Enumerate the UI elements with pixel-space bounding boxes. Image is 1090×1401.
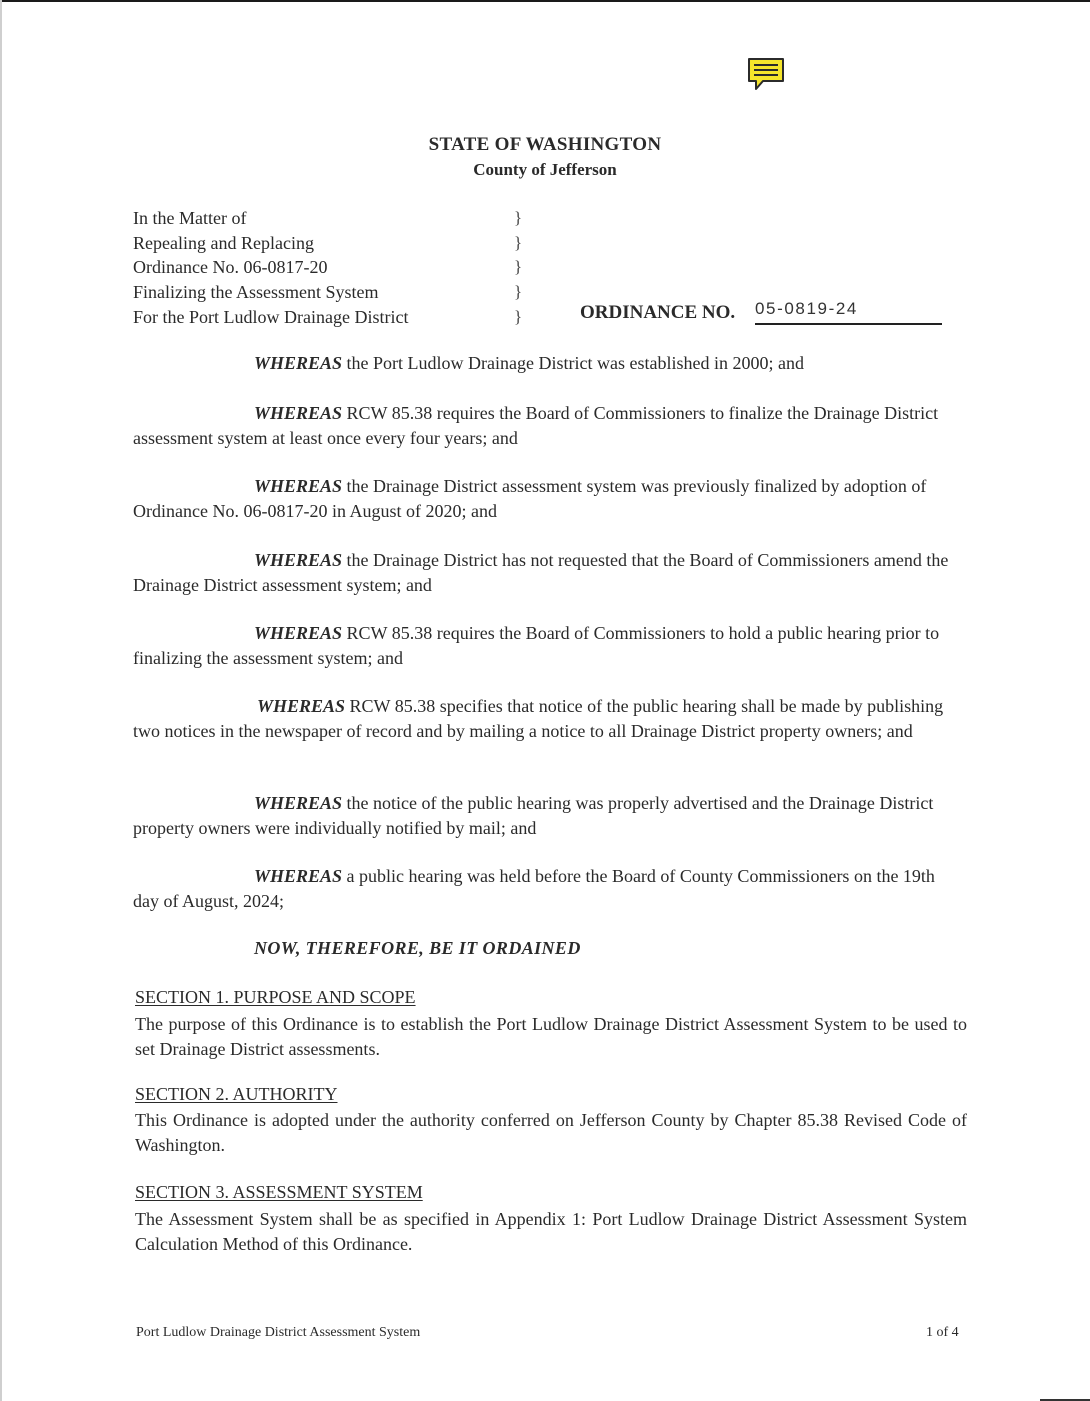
whereas-clause: [133, 694, 963, 743]
brace: }: [514, 232, 523, 252]
caption-braces: [514, 206, 522, 330]
matter-caption: [133, 206, 408, 330]
ordinance-number-underline: [755, 323, 942, 325]
whereas-clause: [133, 351, 963, 376]
section-3-title: SECTION 3. ASSESSMENT SYSTEM: [135, 1182, 423, 1202]
whereas-clause: [133, 474, 963, 523]
whereas-text: the Drainage District assessment system was previously finalized by adoption of Ordinance No. 06-0817-20 in August of 2020; and: [133, 476, 927, 521]
whereas-keyword: WHEREAS: [254, 623, 343, 643]
caption-line: For the Port Ludlow Drainage District: [133, 306, 409, 327]
page-number: 1 of 4: [926, 1325, 959, 1340]
brace: }: [514, 208, 523, 227]
whereas-keyword: WHEREAS: [254, 550, 343, 570]
whereas-keyword: WHEREAS: [254, 353, 343, 373]
whereas-clause: [133, 791, 963, 840]
caption-line: Finalizing the Assessment System: [133, 282, 379, 303]
section-3-body: The Assessment System shall be as specified in Appendix 1: Port Ludlow Drainage District Assessment System Calculation Method of this Ordinance.: [135, 1209, 967, 1254]
whereas-keyword: WHEREAS: [257, 696, 346, 716]
county-heading: County of Jefferson: [473, 160, 617, 179]
whereas-keyword: WHEREAS: [254, 403, 343, 423]
state-heading: STATE OF WASHINGTON: [428, 134, 662, 155]
caption-line: Repealing and Replacing: [133, 232, 314, 253]
whereas-text: the Drainage District has not requested that the Board of Commissioners amend the Drainage District assessment system; and: [133, 550, 949, 595]
section-1-title: SECTION 1. PURPOSE AND SCOPE: [135, 987, 416, 1007]
scan-edge-left: [0, 0, 2, 1401]
caption-line: Ordinance No. 06-0817-20: [133, 257, 328, 278]
whereas-text: the Port Ludlow Drainage District was established in 2000; and: [342, 353, 804, 373]
whereas-clause: [133, 864, 963, 913]
caption-line: In the Matter of: [133, 208, 247, 228]
whereas-text: a public hearing was held before the Board of County Commissioners on the 19th day of August, 2024;: [133, 866, 935, 911]
section-1-body: The purpose of this Ordinance is to establish the Port Ludlow Drainage District Assessment System to be used to set Drainage District assessments.: [135, 1014, 967, 1059]
footer-title: Port Ludlow Drainage District Assessment System: [136, 1325, 421, 1340]
whereas-text: the notice of the public hearing was properly advertised and the Drainage District property owners were individually notified by mail; and: [133, 793, 934, 838]
brace: }: [514, 257, 523, 277]
whereas-clause: [133, 548, 963, 597]
whereas-text: RCW 85.38 requires the Board of Commissioners to finalize the Drainage District assessment system at least once every four years; and: [133, 403, 939, 448]
scan-edge-top: [0, 0, 1090, 2]
ordained-heading: NOW, THEREFORE, BE IT ORDAINED: [254, 938, 581, 958]
whereas-text: RCW 85.38 specifies that notice of the public hearing shall be made by publishing two notices in the newspaper of record and by mailing a notice to all Drainage District property owners; and: [133, 696, 944, 741]
section-2-body: This Ordinance is adopted under the authority conferred on Jefferson County by Chapter 85.38 Revised Code of Washington.: [135, 1110, 967, 1155]
whereas-clause: [133, 621, 963, 670]
comment-note-icon[interactable]: [744, 56, 788, 92]
whereas-text: RCW 85.38 requires the Board of Commissioners to hold a public hearing prior to finalizing the assessment system; and: [133, 623, 940, 668]
brace: }: [514, 282, 523, 302]
ordinance-label: ORDINANCE NO.: [580, 302, 736, 323]
brace: }: [514, 306, 523, 326]
ordinance-number: 05-0819-24: [755, 299, 858, 318]
section-2-title: SECTION 2. AUTHORITY: [135, 1084, 338, 1104]
whereas-clause: [133, 401, 963, 450]
whereas-keyword: WHEREAS: [254, 866, 343, 886]
whereas-keyword: WHEREAS: [254, 793, 343, 813]
whereas-keyword: WHEREAS: [254, 476, 343, 496]
